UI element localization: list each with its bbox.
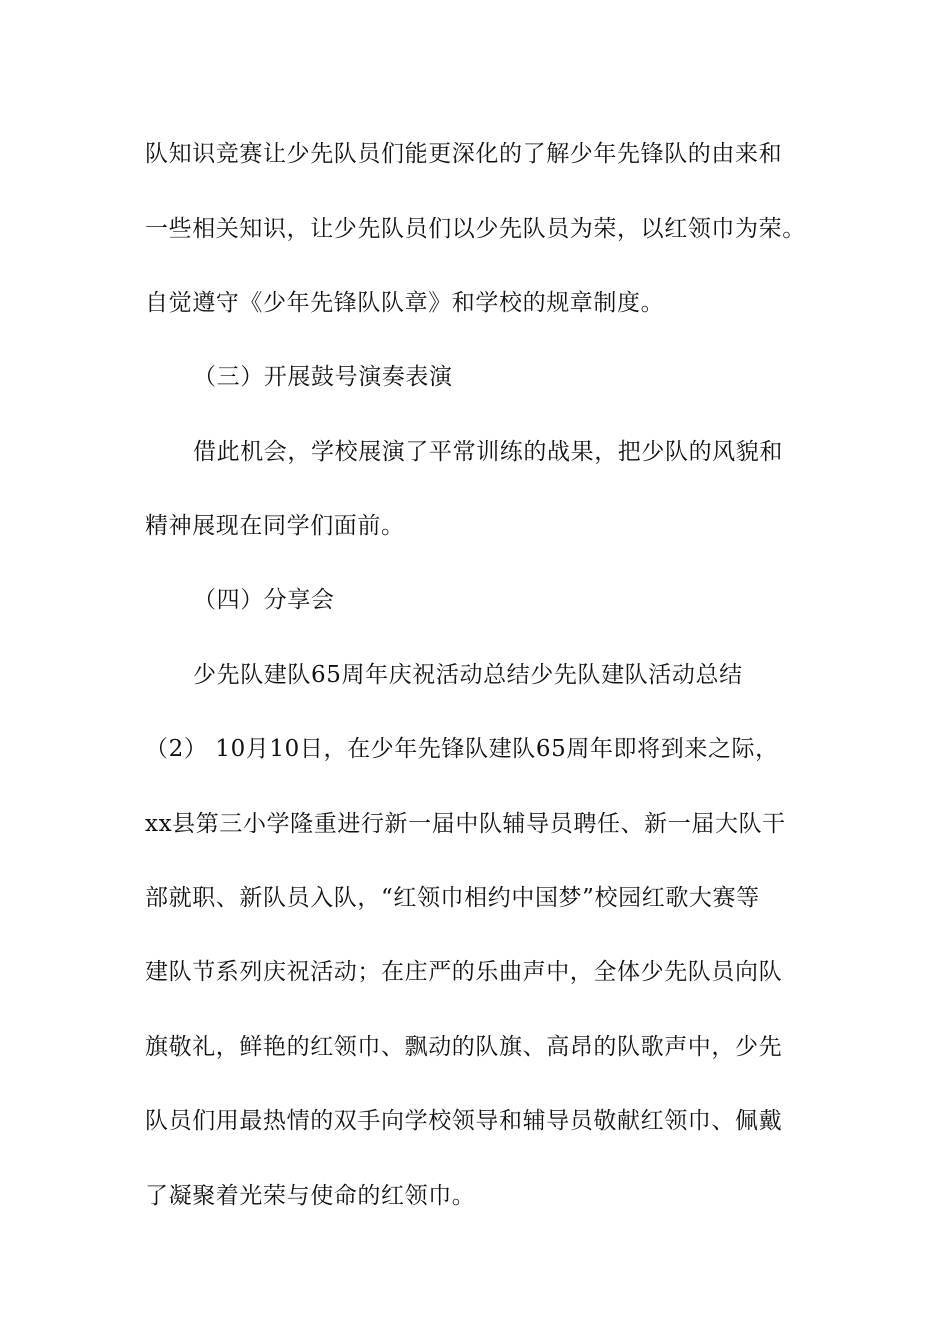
paragraph-line: 了凝聚着光荣与使命的红领巾。 (145, 1183, 476, 1209)
paragraph-line: 旗敬礼，鲜艳的红领巾、飘动的队旗、高昂的队歌声中，少先 (145, 1034, 783, 1060)
paragraph-line: （2） 10月10日，在少年先锋队建队65周年即将到来之际， (145, 736, 779, 762)
paragraph-line: 少先队建队65周年庆祝活动总结少先队建队活动总结 (193, 662, 743, 688)
paragraph-line: 队员们用最热情的双手向学校领导和辅导员敬献红领巾、佩戴 (145, 1108, 783, 1134)
paragraph-line: 一些相关知识，让少先队员们以少先队员为荣，以红领巾为荣。 (145, 216, 806, 242)
paragraph-line: 队知识竞赛让少先队员们能更深化的了解少年先锋队的由来和 (145, 141, 783, 167)
paragraph-line: 借此机会，学校展演了平常训练的战果，把少队的风貌和 (193, 439, 783, 465)
section-heading: （四）分享会 (193, 587, 335, 613)
paragraph-line: 建队节系列庆祝活动；在庄严的乐曲声中，全体少先队员向队 (145, 959, 783, 985)
paragraph-line: 精神展现在同学们面前。 (145, 513, 405, 539)
paragraph-line: xx县第三小学隆重进行新一届中队辅导员聘任、新一届大队干 (145, 811, 786, 837)
paragraph-line: 部就职、新队员入队，“红领巾相约中国梦”校园红歌大赛等 (145, 885, 760, 911)
section-heading: （三）开展鼓号演奏表演 (193, 364, 453, 390)
paragraph-line: 自觉遵守《少年先锋队队章》和学校的规章制度。 (145, 290, 665, 316)
